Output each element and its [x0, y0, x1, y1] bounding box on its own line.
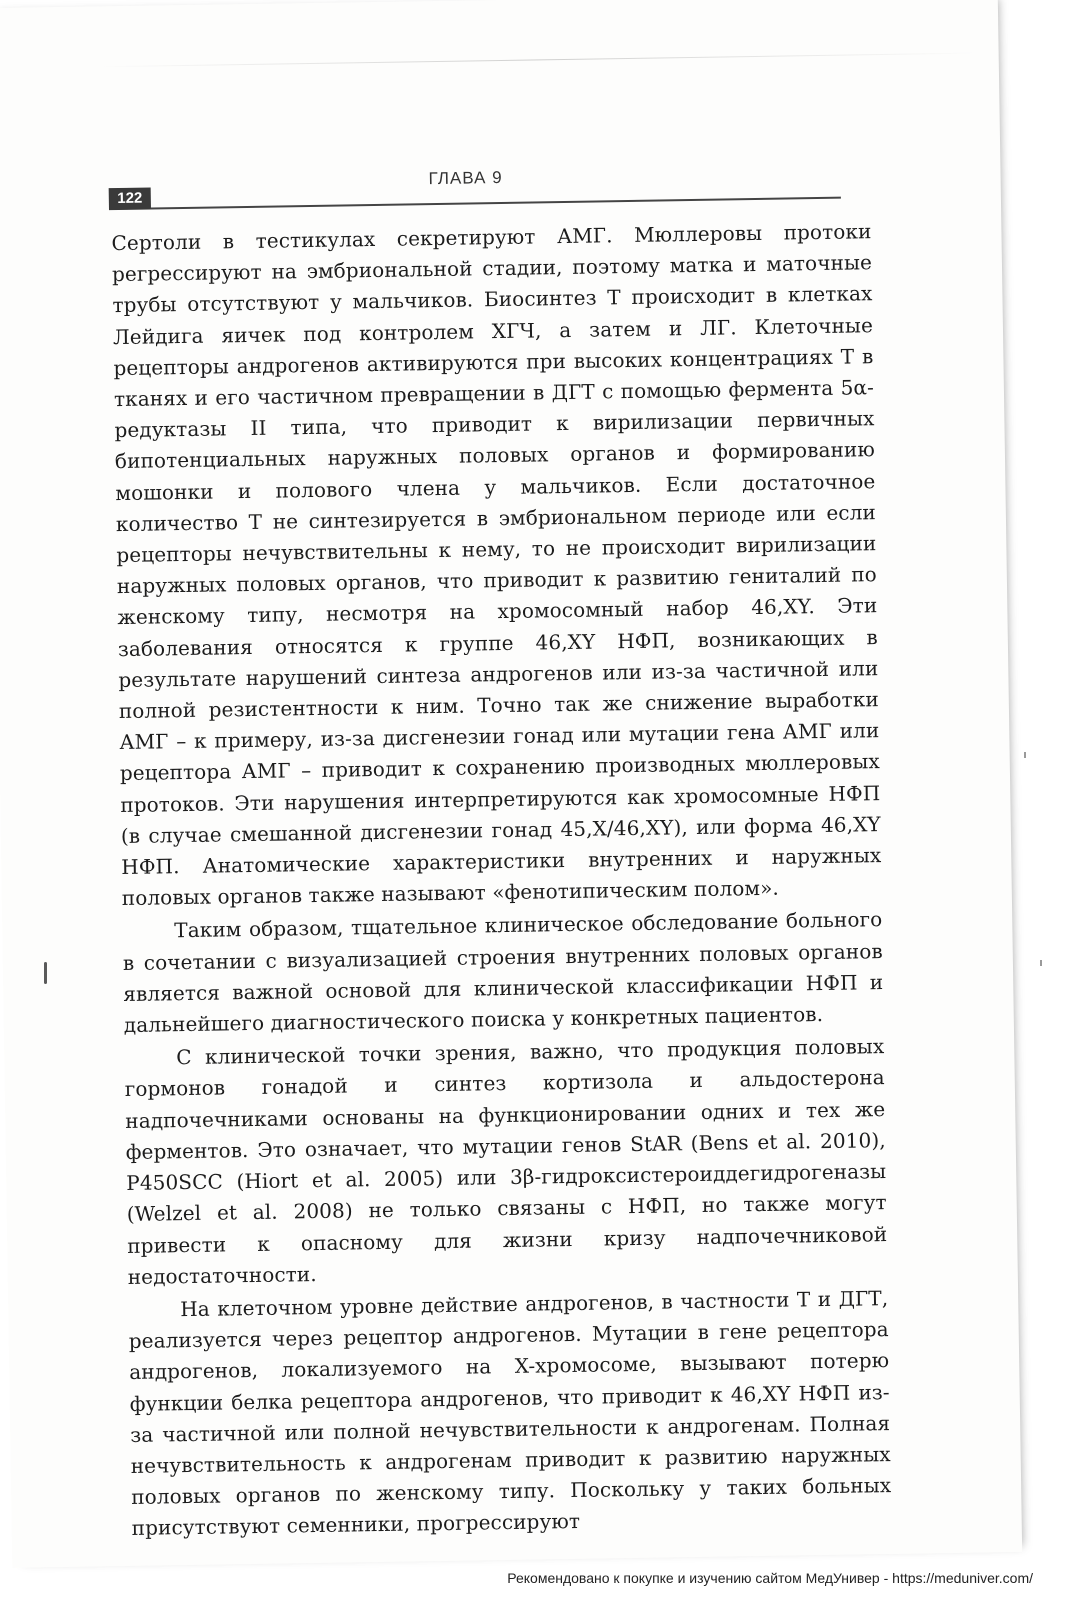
chapter-title: ГЛАВА 9 [428, 167, 503, 189]
scan-speck [1024, 752, 1026, 758]
paragraph-2: Таким образом, тщательное клиническое обследование больного в сочетании с визуализацией строения внутренних половых органов является важной основой для клинической классификации НФП и дальнейшего диагностического поиска у конкретных пациентов. [122, 907, 884, 1038]
paragraph-1: Сертоли в тестикулах секретируют АМГ. Мюллеровы протоки регрессируют на эмбриональной стадии, поэтому матка и маточные трубы отсутствуют у мальчиков. Биосинтез Т происходит в клетках Лейдига яичек под контролем ХГЧ, а затем и ЛГ. Клеточные рецепторы андрогенов активируются при высоких концентрациях Т в тканях и его частичном превращении в ДГТ с помощью фермента 5α-редуктазы II типа, что приводит к вирилизации первичных бипотенциальных наружных половых органов и формированию мошонки и полового члена у мальчиков. Если достаточное количество Т не синтезируется в эмбриональном периоде или если рецепторы нечувствительны к нему, то не происходит вирилизации наружных половых органов, что приводит к развитию гениталий по женскому типу, несмотря на хромосомный набор 46,XY. Эти заболевания относятся к группе 46,XY НФП, возникающих в результате нарушений синтеза андрогенов или из-за частичной или полной резистентности к ним. Точно так же снижение выработки АМГ – к примеру, из-за дисгенезии гонад или мутации гена АМГ или рецептора АМГ – приводит к сохранению производных мюллеровых протоков. Эти нарушения интерпретируются как хромосомные НФП (в случае смешанной дисгенезии гонад 45,X/46,XY), или форма 46,XY НФП. Анатомические характеристики внутренних и наружных половых органов также называют «фенотипическим полом». [111, 219, 882, 911]
footer-watermark: Рекомендовано к покупке и изучению сайтом МедУнивер - https://meduniver.com/ [507, 1570, 1033, 1586]
running-header [108, 163, 838, 210]
page-edge-shadow [99, 52, 979, 67]
paragraph-4: На клеточном уровне действие андрогенов, в частности Т и ДГТ, реализуется через рецептор андрогенов. Мутации в гене рецептора андрогенов, локализуемого на X-хромосоме, вызывают потерю функции белка рецептора андрогенов, что приводит к 46,XY НФП из-за частичной или полной нечувствительности к андрогенам. Полная нечувствительность к андрогенам приводит к развитию наружных половых органов по женскому типу. Поскольку у таких больных присутствуют семенники, прогрессируют [128, 1285, 892, 1541]
margin-mark [44, 962, 47, 984]
page-number: 122 [109, 187, 151, 210]
header-rule [151, 197, 841, 210]
paragraph-3: С клинической точки зрения, важно, что продукция половых гормонов гонадой и синтез кортизола и альдостерона надпочечниками основаны на функционировании одних и тех же ферментов. Это означает, что мутации генов StAR (Bens et al. 2010), P450SCC (Hiort et al. 2005) или 3β-гидроксистероиддегидрогеназы (Welzel et al. 2008) не только связаны с НФП, но также могут привести к опасному для жизни кризу надпочечниковой недостаточности. [124, 1034, 888, 1289]
body-text [111, 216, 892, 1544]
scan-speck [1040, 960, 1042, 966]
